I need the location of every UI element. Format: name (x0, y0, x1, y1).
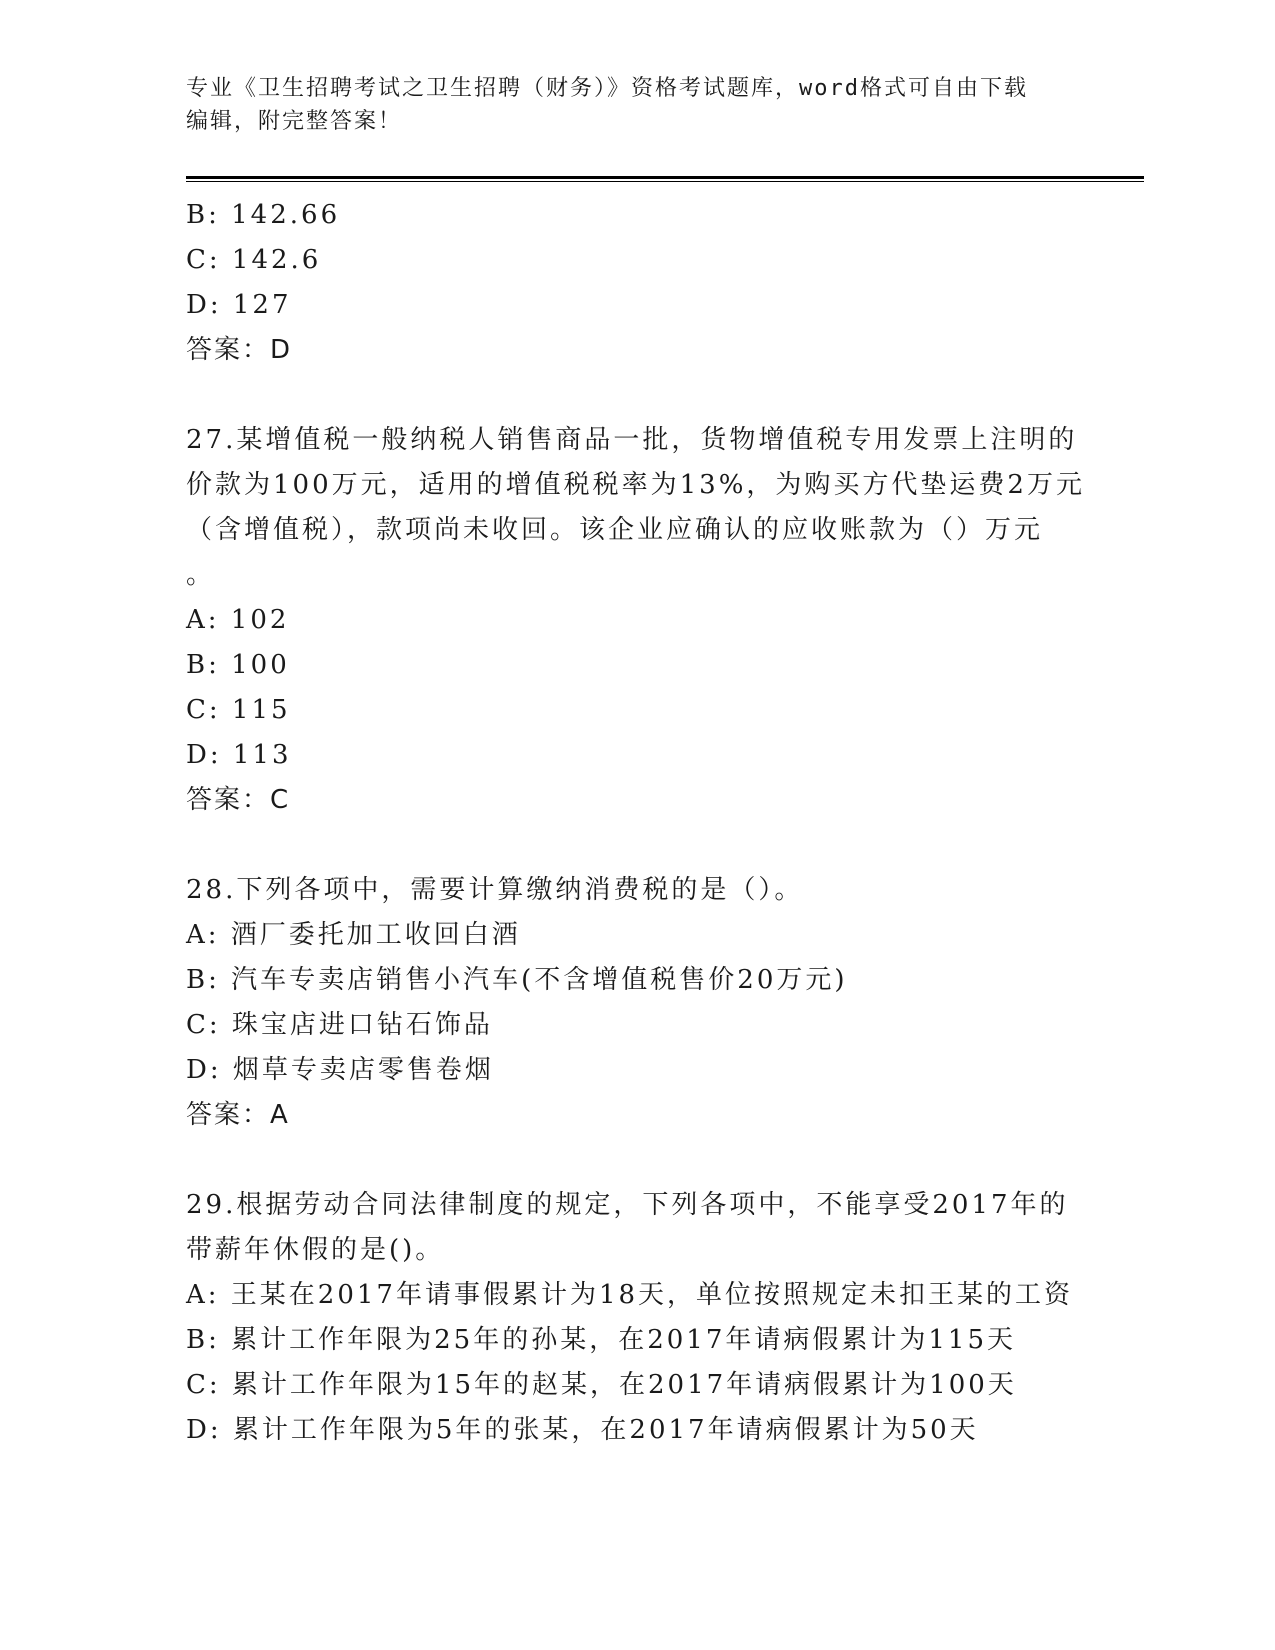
option-c: C: 142.6 (186, 245, 322, 275)
option-b: B: 累计工作年限为25年的孙某，在2017年请病假累计为115天 (186, 1325, 1017, 1355)
question-stem-line: 价款为100万元，适用的增值税税率为13%，为购买方代垫运费2万元 (186, 470, 1085, 500)
option-d: D: 127 (186, 290, 292, 320)
document-header (186, 72, 1086, 138)
document-body (186, 193, 1086, 1453)
header-line-2: 编辑，附完整答案！ (186, 109, 403, 134)
header-line-1: 专业《卫生招聘考试之卫生招聘（财务）》资格考试题库，word格式可自由下载 (186, 76, 1028, 101)
question-29 (186, 1183, 1086, 1453)
question-28 (186, 868, 1086, 1138)
option-b: B: 142.66 (186, 200, 341, 230)
option-b: B: 100 (186, 650, 290, 680)
option-c: C: 累计工作年限为15年的赵某，在2017年请病假累计为100天 (186, 1370, 1017, 1400)
option-a: A: 酒厂委托加工收回白酒 (186, 920, 521, 950)
spacer (186, 373, 1086, 418)
option-a: A: 王某在2017年请事假累计为18天，单位按照规定未扣王某的工资 (186, 1280, 1074, 1310)
option-c: C: 珠宝店进口钻石饰品 (186, 1010, 493, 1040)
option-d: D: 累计工作年限为5年的张某，在2017年请病假累计为50天 (186, 1415, 979, 1445)
answer-line: 答案：A (186, 1100, 290, 1130)
question-27 (186, 418, 1086, 823)
question-stem-line: 29.根据劳动合同法律制度的规定，下列各项中，不能享受2017年的 (186, 1190, 1069, 1220)
question-stem-line: 。 (186, 560, 216, 590)
header-divider-thick (186, 176, 1144, 179)
spacer (186, 823, 1086, 868)
header-divider-thin (186, 181, 1144, 182)
option-d: D: 烟草专卖店零售卷烟 (186, 1055, 494, 1085)
question-stem-line: 带薪年休假的是()。 (186, 1235, 445, 1265)
question-stem-line: 28.下列各项中，需要计算缴纳消费税的是（）。 (186, 875, 804, 905)
option-b: B: 汽车专卖店销售小汽车(不含增值税售价20万元) (186, 965, 848, 995)
question-stem-line: （含增值税），款项尚未收回。该企业应确认的应收账款为（）万元 (186, 515, 1044, 545)
question-26-remainder (186, 193, 1086, 373)
answer-line: 答案：C (186, 785, 291, 815)
option-d: D: 113 (186, 740, 292, 770)
answer-line: 答案：D (186, 335, 293, 365)
option-a: A: 102 (186, 605, 290, 635)
question-stem-line: 27.某增值税一般纳税人销售商品一批，货物增值税专用发票上注明的 (186, 425, 1078, 455)
spacer (186, 1138, 1086, 1183)
option-c: C: 115 (186, 695, 291, 725)
